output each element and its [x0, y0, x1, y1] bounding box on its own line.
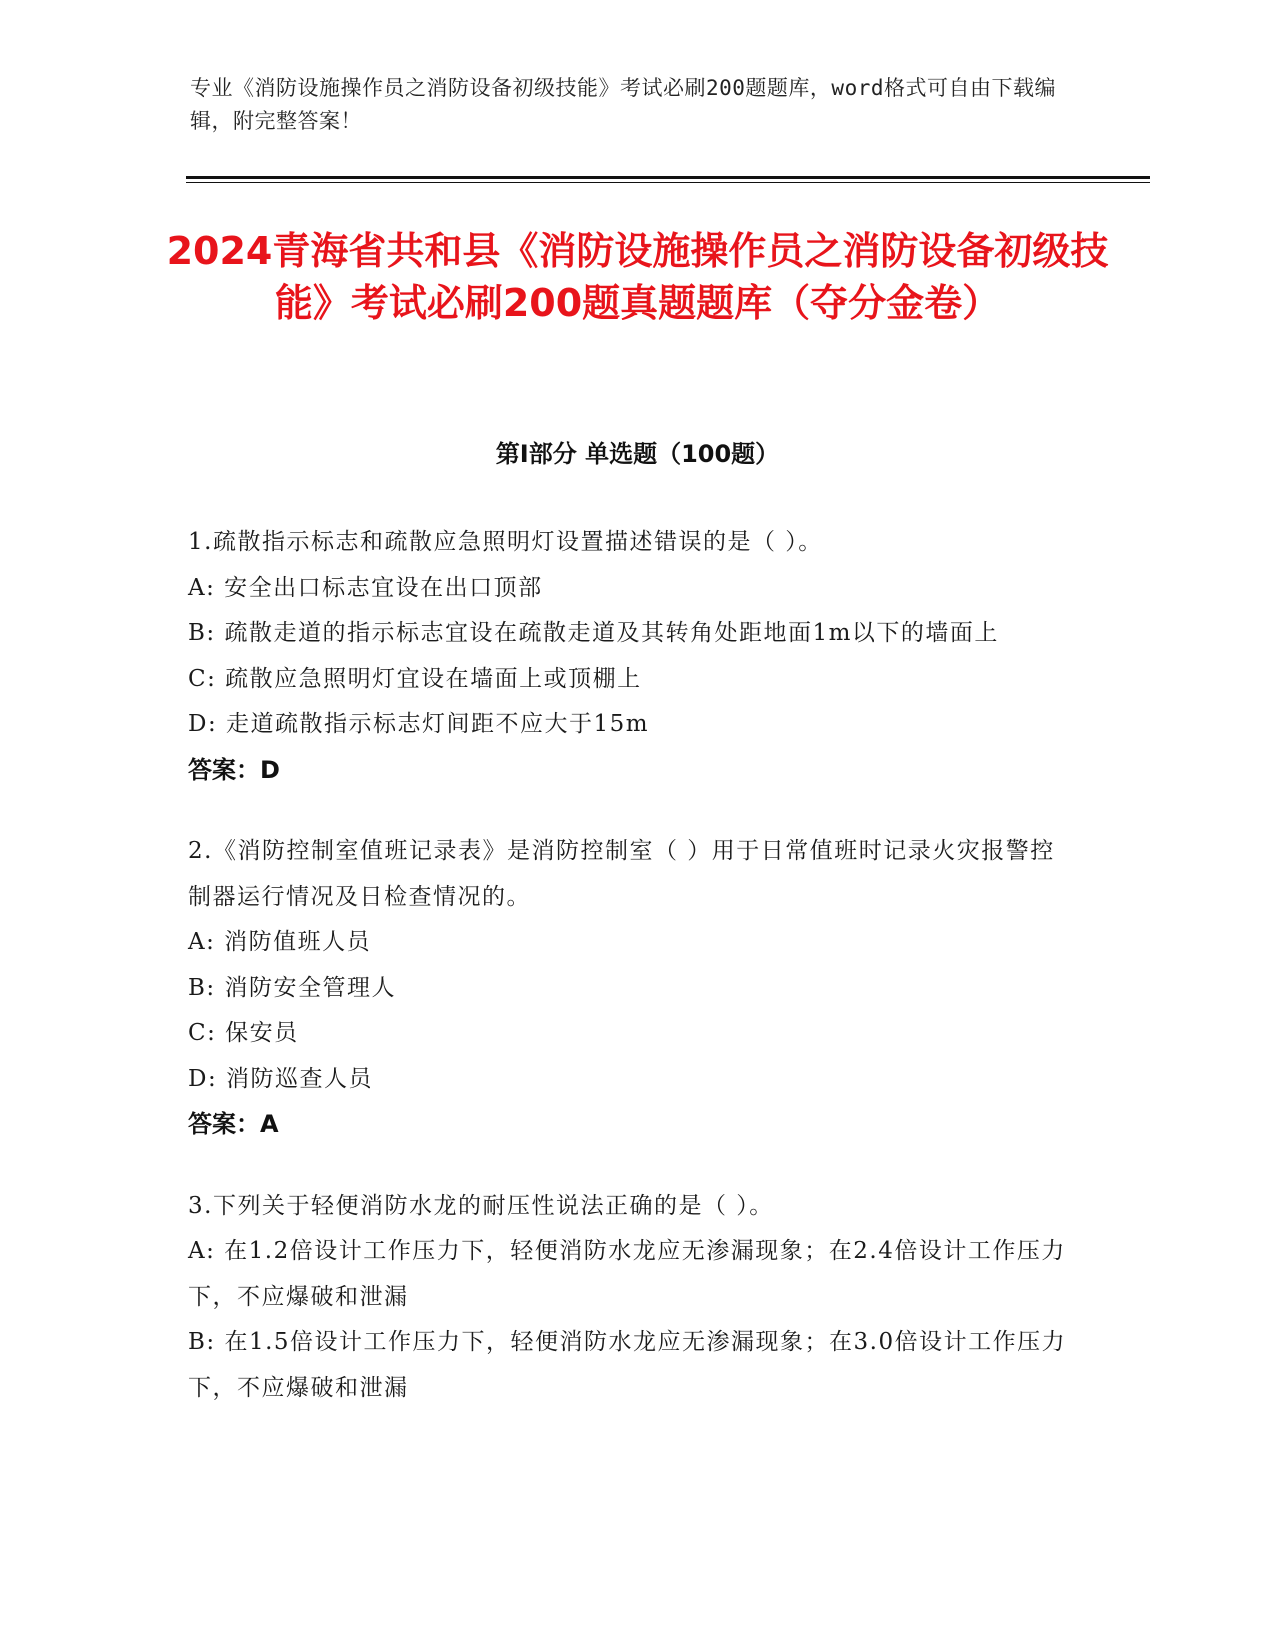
- option-b: B: 在1.5倍设计工作压力下，轻便消防水龙应无渗漏现象；在3.0倍设计工作压力下，不应爆破和泄漏: [188, 1329, 1067, 1401]
- question-stem: 3.下列关于轻便消防水龙的耐压性说法正确的是（ ）。: [188, 1192, 774, 1219]
- option-a: A: 在1.2倍设计工作压力下，轻便消防水龙应无渗漏现象；在2.4倍设计工作压力下，不应爆破和泄漏: [188, 1238, 1066, 1310]
- section-heading: 第Ⅰ部分 单选题（100题）: [495, 440, 780, 468]
- header-note: 专业《消防设施操作员之消防设备初级技能》考试必刷200题题库，word格式可自由下载编辑，附完整答案！: [190, 76, 1056, 133]
- question-stem: 1.疏散指示标志和疏散应急照明灯设置描述错误的是（ ）。: [188, 529, 823, 555]
- option-b: B: 疏散走道的指示标志宜设在疏散走道及其转角处距地面1m以下的墙面上: [188, 620, 999, 646]
- option-a: A: 消防值班人员: [188, 929, 372, 955]
- question-stem: 2.《消防控制室值班记录表》是消防控制室（ ）用于日常值班时记录火灾报警控制器运行情况及日检查情况的。: [188, 838, 1055, 910]
- question-3: [188, 1184, 1068, 1412]
- option-d: D: 消防巡查人员: [188, 1065, 374, 1092]
- option-a: A: 安全出口标志宜设在出口顶部: [188, 574, 543, 601]
- option-c: C: 疏散应急照明灯宜设在墙面上或顶棚上: [188, 665, 642, 692]
- option-b: B: 消防安全管理人: [188, 974, 396, 1001]
- header-rule-thin: [186, 182, 1150, 183]
- header-rule-thick: [186, 176, 1150, 179]
- option-c: C: 保安员: [188, 1020, 299, 1046]
- question-1: [188, 520, 1068, 793]
- question-2: [188, 829, 1068, 1148]
- answer: 答案：A: [188, 1110, 279, 1138]
- option-d: D: 走道疏散指示标志灯间距不应大于15m: [188, 711, 650, 737]
- answer: 答案：D: [188, 755, 280, 784]
- document-title: 2024青海省共和县《消防设施操作员之消防设备初级技能》考试必刷200题真题题库（夺分金卷）: [166, 229, 1109, 325]
- question-list: [188, 520, 1068, 1447]
